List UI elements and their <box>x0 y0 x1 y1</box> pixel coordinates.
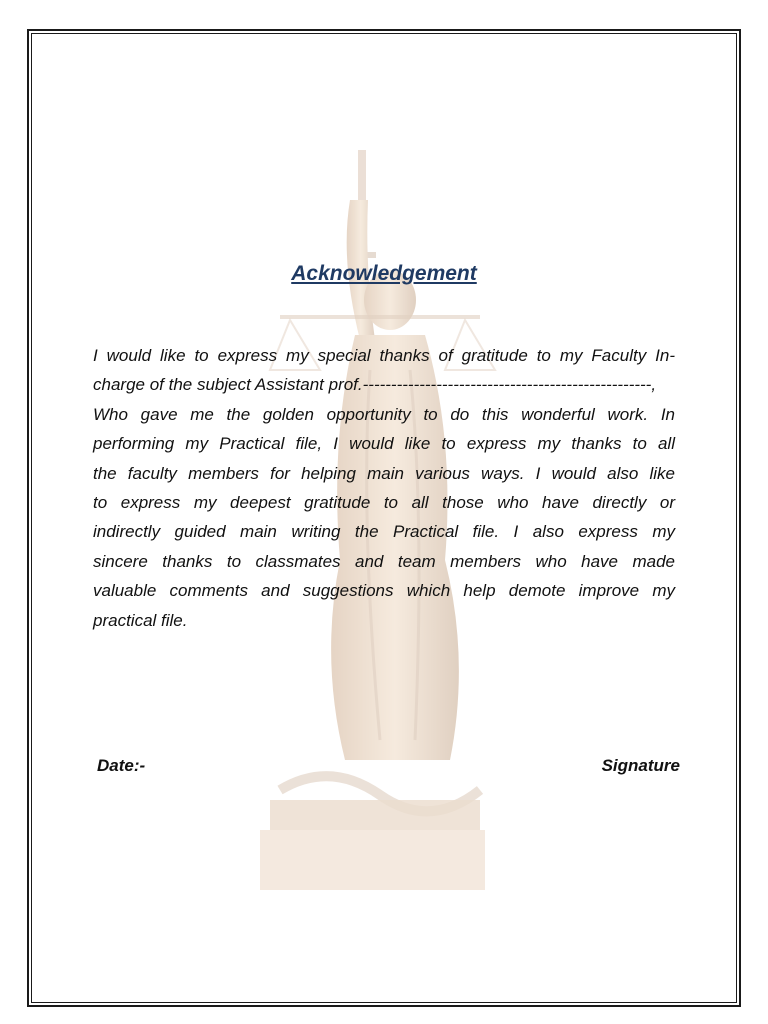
body-line: Who gave me the golden opportunity to do this wonderful work. In <box>93 404 675 424</box>
body-line: to express my deepest gratitude to all those who have directly or <box>93 493 675 513</box>
body-line: sincere thanks to classmates and team members who have made <box>93 551 675 571</box>
body-line: indirectly guided main writing the Practical file. I also express my <box>93 522 675 542</box>
body-line: charge of the subject Assistant prof.---------------------------------------------------, <box>93 375 657 395</box>
body-line: practical file. <box>93 610 188 630</box>
date-label: Date:- <box>97 756 146 775</box>
acknowledgement-paragraph <box>93 341 675 635</box>
body-line: performing my Practical file, I would like to express my thanks to all <box>93 434 675 454</box>
page-title: Acknowledgement <box>291 262 477 285</box>
signature-label: Signature <box>601 756 680 775</box>
body-line: the faculty members for helping main various ways. I would also like <box>93 463 675 483</box>
body-line: valuable comments and suggestions which help demote improve my <box>93 581 675 601</box>
body-line: I would like to express my special thanks of gratitude to my Faculty In- <box>93 346 675 365</box>
